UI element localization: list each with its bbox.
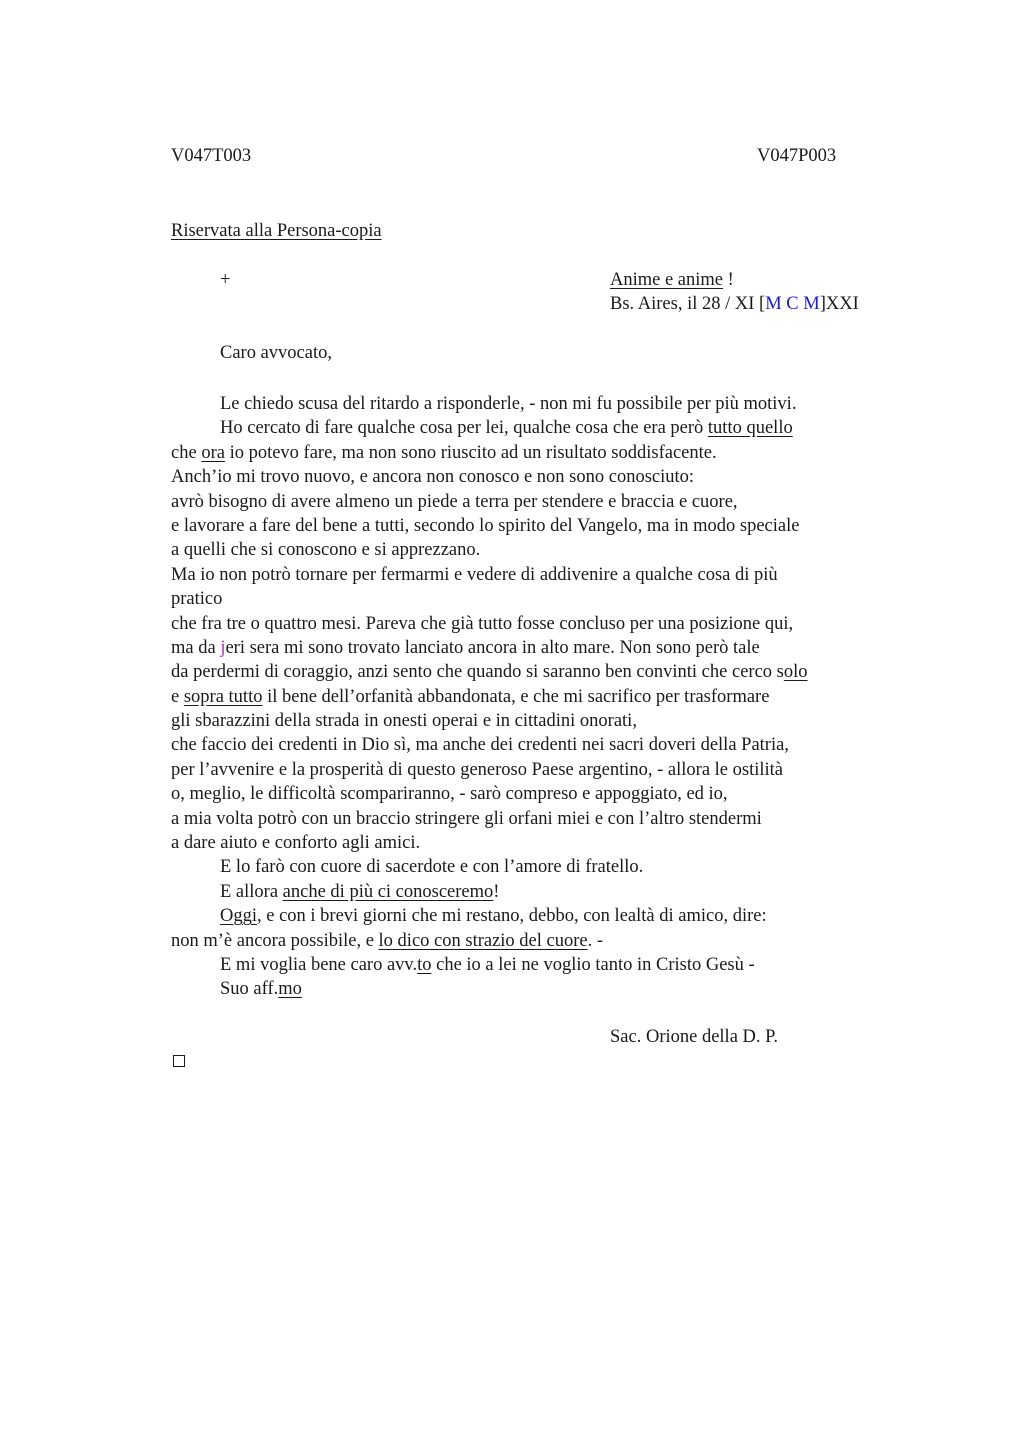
cross-symbol: +	[220, 270, 231, 290]
body-line: ma da jeri sera mi sono trovato lanciato ancora in alto mare. Non sono però tale	[171, 637, 760, 658]
archive-code-right: V047P003	[757, 146, 837, 166]
body-line: per l’avvenire e la prosperità di questo generoso Paese argentino, - allora le ostilità	[171, 759, 783, 780]
dateline-roman-insert: M C M	[765, 294, 820, 314]
body-line: Le chiedo scusa del ritardo a risponderle, - non mi fu possibile per più motivi.	[220, 394, 797, 414]
body-line: avrò bisogno di avere almeno un piede a terra per stendere e braccia e cuore,	[171, 491, 738, 512]
dateline	[610, 294, 859, 315]
body-line: E allora anche di più ci conosceremo!	[220, 881, 500, 902]
body-line: Ho cercato di fare qualche cosa per lei, qualche cosa che era però tutto quello	[220, 418, 793, 439]
archive-code-left: V047T003	[171, 146, 252, 166]
body-line: che ora io potevo fare, ma non sono riuscito ad un risultato soddisfacente.	[171, 442, 717, 463]
dateline-suffix: ]XXI	[819, 294, 859, 314]
body-line: e sopra tutto il bene dell’orfanità abbandonata, e che mi sacrifico per trasformare	[171, 686, 770, 707]
body-line: e lavorare a fare del bene a tutti, secondo lo spirito del Vangelo, ma in modo speciale	[171, 515, 800, 536]
body-line: non m’è ancora possibile, e lo dico con strazio del cuore. -	[171, 930, 604, 951]
motto	[610, 270, 734, 291]
body-line: da perdermi di coraggio, anzi sento che quando si saranno ben convinti che cerco solo	[171, 662, 808, 683]
letter-body	[171, 392, 911, 1002]
body-line: a quelli che si conoscono e si apprezzano.	[171, 540, 481, 561]
body-line: che fra tre o quattro mesi. Pareva che già tutto fosse concluso per una posizione qui,	[171, 613, 794, 634]
body-line: E lo farò con cuore di sacerdote e con l’amore di fratello.	[220, 857, 644, 878]
body-line: Anch’io mi trovo nuovo, e ancora non conosco e non sono conosciuto:	[171, 467, 695, 488]
body-line: a mia volta potrò con un braccio stringere gli orfani miei e con l’altro stendermi	[171, 808, 762, 829]
body-line: gli sbarazzini della strada in onesti operai e in cittadini onorati,	[171, 711, 637, 732]
signature: Sac. Orione della D. P.	[610, 1027, 779, 1047]
reserved-note: Riservata alla Persona-copia	[171, 221, 382, 241]
body-line: che faccio dei credenti in Dio sì, ma anche dei credenti nei sacri doveri della Patria,	[171, 735, 789, 756]
body-line: o, meglio, le difficoltà scompariranno, - sarò compreso e appoggiato, ed io,	[171, 784, 728, 805]
dateline-prefix: Bs. Aires, il 28 / XI [	[610, 294, 766, 314]
motto-text: Anime e anime	[610, 270, 724, 290]
editorial-insert: j	[220, 637, 226, 658]
body-line: E mi voglia bene caro avv.to che io a lei ne voglio tanto in Cristo Gesù -	[220, 954, 755, 975]
motto-suffix: !	[723, 270, 734, 290]
salutation: Caro avvocato,	[220, 343, 332, 363]
body-line: a dare aiuto e conforto agli amici.	[171, 833, 421, 854]
body-line: Suo aff.mo	[220, 979, 302, 1000]
body-line: pratico	[171, 589, 223, 610]
body-line: Ma io non potrò tornare per fermarmi e vedere di addivenire a qualche cosa di più	[171, 564, 778, 585]
square-marker-icon	[173, 1055, 185, 1067]
body-line: Oggi, e con i brevi giorni che mi restano, debbo, con lealtà di amico, dire:	[220, 906, 767, 927]
